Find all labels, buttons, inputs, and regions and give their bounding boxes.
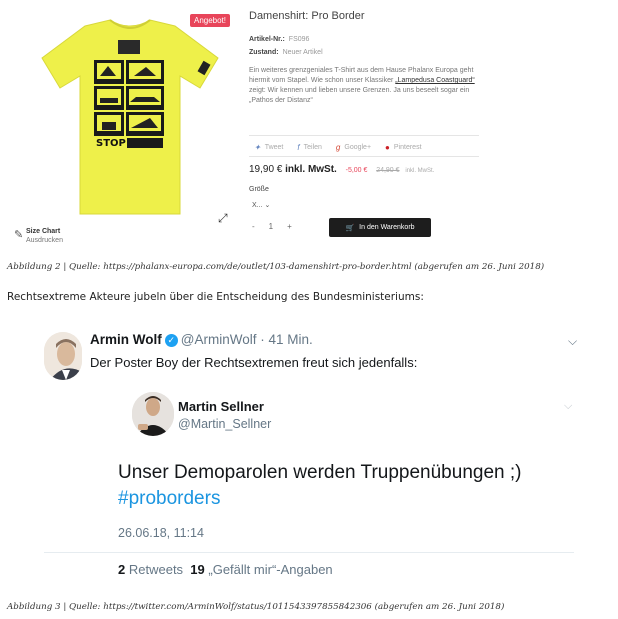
verified-icon: ✓	[165, 334, 178, 347]
shop-screenshot	[0, 0, 618, 255]
tweet-timestamp[interactable]: 26.06.18, 11:14	[118, 526, 204, 540]
product-image[interactable]	[30, 18, 230, 218]
likes-count[interactable]: 19	[190, 562, 205, 577]
hashtag-link[interactable]: #proborders	[118, 488, 221, 509]
tweet-card	[44, 322, 604, 592]
divider	[249, 156, 479, 157]
size-label: Größe	[249, 186, 269, 193]
state-value: Neuer Artikel	[282, 49, 323, 56]
description-text: Ein weiteres grenzgeniales T-Shirt aus dem Hause Phalanx Europa geht hiermit vom Stapel. Wie schon unser Klassiker	[249, 67, 474, 84]
chevron-down-icon[interactable]: ⌵	[568, 334, 578, 348]
share-tweet[interactable]: ✦ Tweet	[254, 143, 284, 152]
tweet-text: Der Poster Boy der Rechtsextremen freut sich jedenfalls:	[90, 355, 418, 370]
size-chart-link[interactable]	[14, 228, 63, 244]
tweet-stats	[118, 562, 333, 577]
chevron-down-icon: ⌄	[264, 202, 271, 209]
print-link[interactable]: Ausdrucken	[26, 237, 63, 244]
sale-badge: Angebot!	[190, 14, 230, 27]
qty-minus[interactable]: -	[252, 222, 255, 231]
ruler-icon: ✎	[14, 229, 24, 241]
tshirt-image	[30, 18, 230, 218]
product-title: Damenshirt: Pro Border	[249, 10, 365, 22]
qty-plus[interactable]: +	[287, 222, 292, 231]
qty-value[interactable]: 1	[268, 222, 274, 231]
tweet-author	[90, 332, 313, 347]
old-price: 24,90 €	[376, 167, 400, 174]
author-handle[interactable]: @ArminWolf	[180, 332, 257, 347]
avatar-image	[132, 392, 174, 436]
share-facebook[interactable]: f Teilen	[297, 143, 322, 152]
author-name[interactable]: Armin Wolf	[90, 332, 162, 347]
divider	[44, 552, 574, 553]
google-plus-icon: g	[335, 143, 341, 152]
description-link[interactable]: „Lampedusa Coastguard“	[395, 77, 475, 84]
price-row	[249, 164, 434, 175]
size-chart-title: Size Chart	[26, 228, 61, 235]
quoted-author-name[interactable]: Martin Sellner	[178, 399, 264, 414]
discount: -5,00 €	[345, 167, 368, 174]
share-bar	[254, 143, 422, 152]
chevron-down-icon[interactable]: ⌵	[564, 400, 573, 412]
retweets-count[interactable]: 2	[118, 562, 126, 577]
figure-caption-2: Abbildung 2 | Quelle: https://phalanx-europa.com/de/outlet/103-damenshirt-pro-border.html (abgerufen am 26. Juni 2018)	[7, 262, 545, 272]
avatar[interactable]	[44, 332, 82, 380]
tweet-age: · 41 Min.	[260, 332, 313, 347]
likes-label[interactable]: „Gefällt mir“-Angaben	[208, 562, 333, 577]
avatar-image	[44, 332, 82, 380]
article-number	[249, 36, 309, 43]
svg-text:STOP: STOP	[96, 138, 126, 149]
facebook-icon: f	[297, 143, 300, 152]
share-pinterest[interactable]: ● Pinterest	[385, 143, 422, 152]
avatar[interactable]	[132, 392, 174, 436]
figure-caption-3: Abbildung 3 | Quelle: https://twitter.com/ArminWolf/status/1011543397855842306 (abgerufen am 26. Juni 2018)	[7, 602, 505, 612]
size-select[interactable]: X... ⌄	[252, 202, 271, 209]
cart-label: In den Warenkorb	[359, 224, 415, 231]
cart-icon: 🛒	[345, 224, 355, 232]
divider	[249, 135, 479, 136]
article-value: FS096	[288, 36, 310, 43]
share-google[interactable]: g Google+	[335, 143, 372, 152]
twitter-icon: ✦	[254, 143, 261, 152]
product-description	[249, 66, 479, 106]
state-label: Zustand:	[249, 49, 279, 56]
add-to-cart-button[interactable]	[329, 218, 431, 237]
description-end: zeigt: Wir kennen und lieben unsere Grenzen. Ja uns beseelt sogar ein „Pathos der Distanz“	[249, 87, 470, 104]
product-state	[249, 49, 323, 56]
quoted-tweet[interactable]	[118, 392, 584, 592]
pinterest-icon: ●	[385, 143, 390, 152]
article-label: Artikel-Nr.:	[249, 36, 285, 43]
price: 19,90 € inkl. MwSt.	[249, 164, 337, 175]
expand-icon[interactable]: ⤢	[218, 211, 228, 225]
quoted-author-handle[interactable]: @Martin_Sellner	[178, 417, 272, 431]
retweets-label[interactable]: Retweets	[128, 562, 184, 577]
quantity-stepper[interactable]	[252, 222, 292, 231]
old-price-suffix: inkl. MwSt.	[405, 168, 435, 174]
quoted-tweet-text: Unser Demoparolen werden Truppenübungen ;)	[118, 462, 522, 483]
body-paragraph: Rechtsextreme Akteure jubeln über die Entscheidung des Bundesministeriums:	[7, 291, 424, 303]
